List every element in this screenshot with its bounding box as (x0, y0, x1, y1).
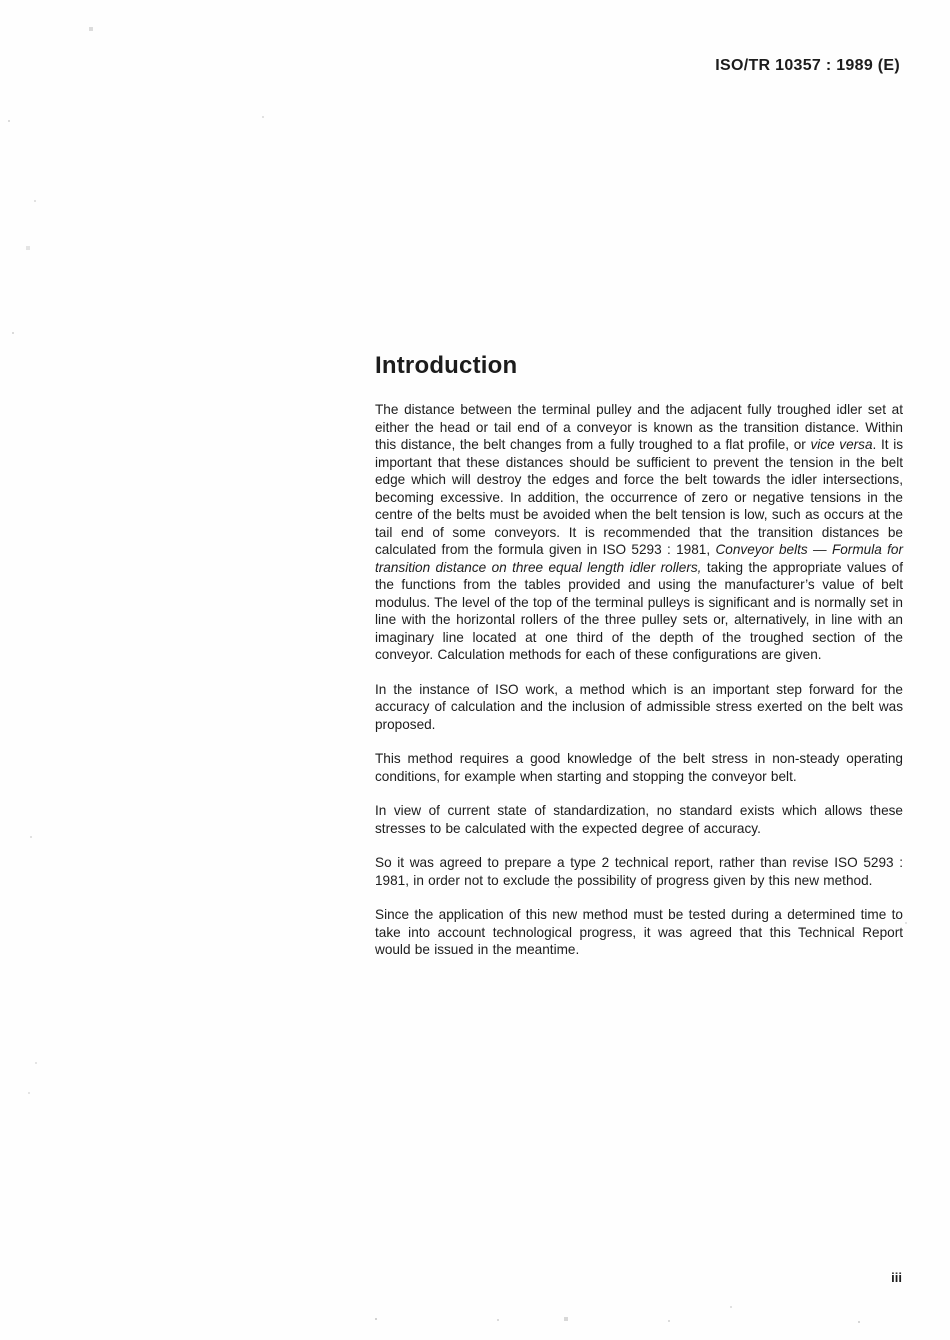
text-run: So it was agreed to prepare a type 2 technical report, rather than revise ISO 5293 : 1981, in order not to exclude the possibility of progress given by this new method. (375, 855, 903, 888)
text-run: In the instance of ISO work, a method which is an important step forward for the accuracy of calculation and the inclusion of admissible stress exerted on the belt was proposed. (375, 681, 903, 732)
text-run: Conveyor belts — Formula for transition distance on three equal length idler rollers, (375, 542, 903, 575)
paragraph (375, 854, 903, 889)
page-number: iii (891, 1270, 902, 1285)
paragraph (375, 906, 903, 959)
text-run: This method requires a good knowledge of the belt stress in non-steady operating conditions, for example when starting and stopping the conveyor belt. (375, 751, 903, 784)
text-run: Since the application of this new method must be tested during a determined time to take into account technological progress, it was agreed that this Technical Report would be issued in the meantime. (375, 907, 903, 957)
text-run: In view of current state of standardization, no standard exists which allows these stresses to be calculated with the expected degree of accuracy. (375, 803, 903, 836)
document-reference-header: ISO/TR 10357 : 1989 (E) (715, 57, 900, 74)
text-run: taking the appropriate values of the functions from the tables provided and using the manufacturer’s value of belt modulus. The level of the top of the terminal pulleys is significant and is normally set in line with the horizontal rollers of the three pulley sets or, alternatively, in line with an imaginary line located at one third of the depth of the troughed section of the conveyor. Calculation methods for each of these configurations are given. (375, 559, 903, 662)
text-run: vice versa (810, 437, 873, 452)
text-run: . It is important that these distances should be sufficient to prevent the tension in the belt edge which will destroy the edges and force the belt towards the idler intersections, becoming excessive. In addition, the occurrence of zero or negative tensions in the centre of the belts must be avoided when the belt tension is low, such as occurs at the tail end of some conveyors. It is recommended that the transition distances be calculated from the formula given in ISO 5293 : 1981, (375, 437, 904, 557)
paragraph (375, 802, 903, 837)
section-title: Introduction (375, 352, 518, 379)
scan-noise-speckles (0, 0, 2, 2)
paragraph (375, 681, 903, 734)
text-run: The distance between the terminal pulley and the adjacent fully troughed idler set at either the head or tail end of a conveyor is known as the transition distance. Within this distance, the belt changes from a fully troughed to a flat profile, or (375, 402, 903, 452)
paragraph (375, 401, 903, 664)
introduction-section (375, 352, 903, 976)
paragraph (375, 750, 903, 785)
